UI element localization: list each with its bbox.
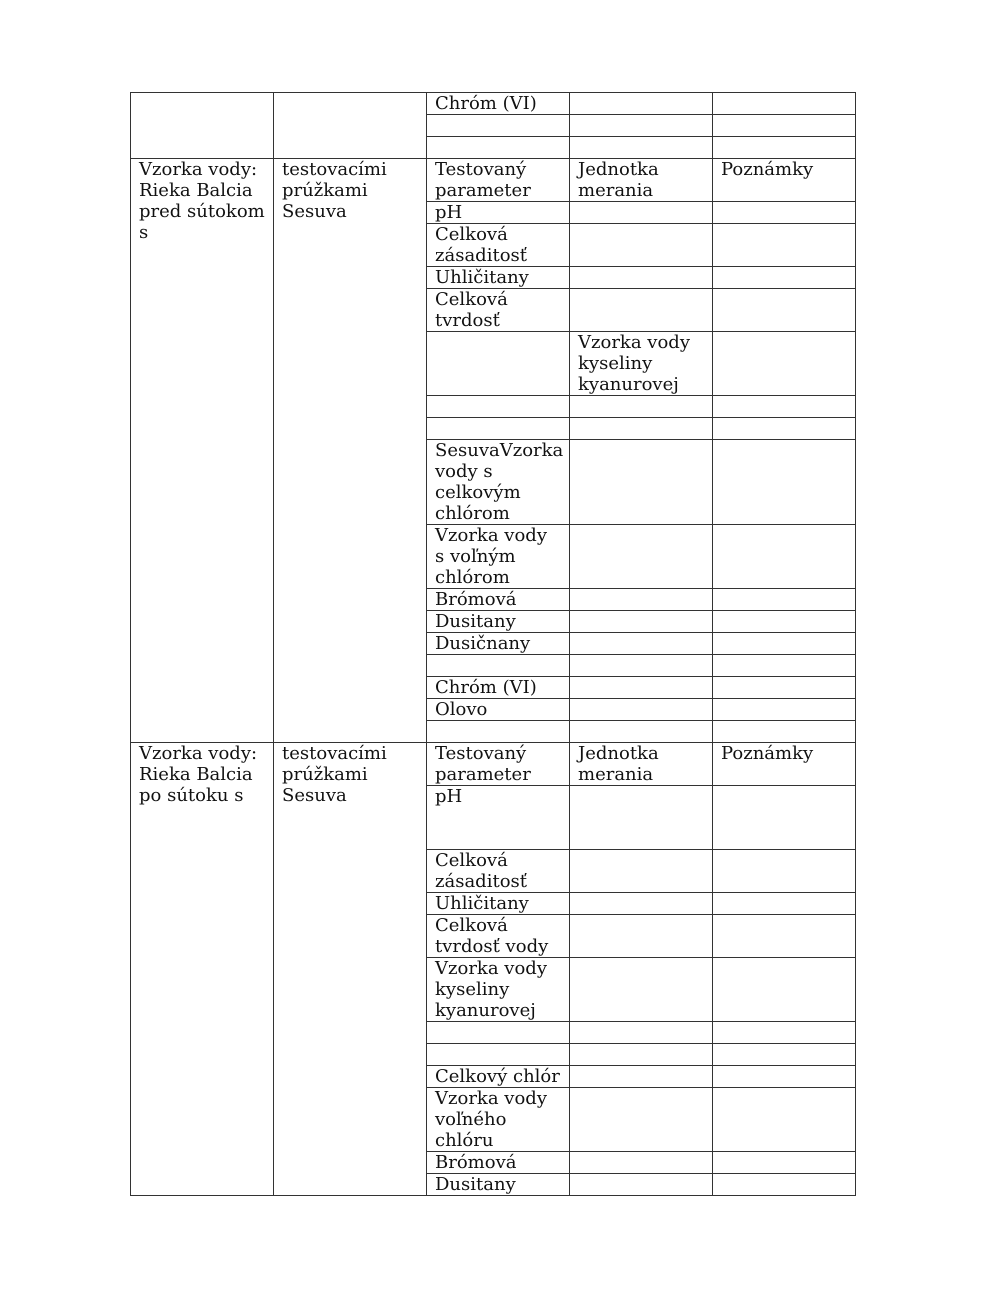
note-cell (713, 1022, 856, 1044)
param-cell (427, 1044, 570, 1066)
param-cell: Celková zásaditosť (427, 224, 570, 267)
note-cell (713, 440, 856, 525)
unit-cell (570, 1066, 713, 1088)
unit-cell: Vzorka vody kyseliny kyanurovej (570, 332, 713, 396)
unit-cell (570, 699, 713, 721)
note-cell (713, 289, 856, 332)
param-cell: pH (427, 786, 570, 850)
param-cell: Vzorka vody s voľným chlórom (427, 525, 570, 589)
unit-cell (570, 893, 713, 915)
note-cell (713, 721, 856, 743)
param-cell (427, 721, 570, 743)
note-cell (713, 224, 856, 267)
water-test-table (130, 92, 856, 1196)
param-cell: Dusitany (427, 1174, 570, 1196)
note-cell (713, 418, 856, 440)
note-cell (713, 1174, 856, 1196)
table-row (131, 159, 856, 202)
note-cell (713, 633, 856, 655)
note-cell (713, 589, 856, 611)
param-cell: Uhličitany (427, 893, 570, 915)
param-cell: Dusičnany (427, 633, 570, 655)
note-cell (713, 1152, 856, 1174)
param-cell (427, 1022, 570, 1044)
method-cell (274, 93, 427, 159)
param-cell (427, 137, 570, 159)
note-cell (713, 655, 856, 677)
note-cell (713, 137, 856, 159)
unit-cell (570, 267, 713, 289)
note-cell (713, 202, 856, 224)
param-cell (427, 332, 570, 396)
unit-cell (570, 396, 713, 418)
unit-cell (570, 1152, 713, 1174)
unit-cell (570, 611, 713, 633)
note-cell (713, 611, 856, 633)
param-cell: Chróm (VI) (427, 677, 570, 699)
note-header: Poznámky (713, 159, 856, 202)
unit-cell (570, 115, 713, 137)
param-cell: Vzorka vody kyseliny kyanurovej (427, 958, 570, 1022)
param-cell: Uhličitany (427, 267, 570, 289)
unit-cell (570, 1088, 713, 1152)
method-cell: testovacími prúžkami Sesuva (274, 743, 427, 1196)
unit-cell (570, 418, 713, 440)
sample-cell: Vzorka vody: Rieka Balcia pred sútokom s (131, 159, 274, 743)
table-row (131, 93, 856, 115)
unit-cell (570, 440, 713, 525)
unit-cell (570, 915, 713, 958)
param-cell: Celková zásaditosť (427, 850, 570, 893)
sample-cell: Vzorka vody: Rieka Balcia po sútoku s (131, 743, 274, 1196)
unit-cell (570, 202, 713, 224)
note-cell (713, 93, 856, 115)
unit-cell (570, 137, 713, 159)
note-cell (713, 786, 856, 850)
param-cell: SesuvaVzorka vody s celkovým chlórom (427, 440, 570, 525)
unit-cell (570, 589, 713, 611)
param-cell: Celková tvrdosť (427, 289, 570, 332)
param-cell: Dusitany (427, 611, 570, 633)
note-cell (713, 115, 856, 137)
param-cell: Brómová (427, 589, 570, 611)
param-cell (427, 115, 570, 137)
unit-cell (570, 289, 713, 332)
note-cell (713, 396, 856, 418)
method-cell: testovacími prúžkami Sesuva (274, 159, 427, 743)
param-cell (427, 396, 570, 418)
param-cell: pH (427, 202, 570, 224)
unit-cell (570, 1174, 713, 1196)
unit-cell (570, 1022, 713, 1044)
param-header: Testovaný parameter (427, 743, 570, 786)
note-cell (713, 677, 856, 699)
param-cell: Brómová (427, 1152, 570, 1174)
note-cell (713, 1088, 856, 1152)
unit-cell (570, 633, 713, 655)
note-cell (713, 699, 856, 721)
note-header: Poznámky (713, 743, 856, 786)
param-cell: Vzorka vody voľného chlóru (427, 1088, 570, 1152)
note-cell (713, 893, 856, 915)
unit-cell (570, 721, 713, 743)
sample-cell (131, 93, 274, 159)
note-cell (713, 850, 856, 893)
param-cell: Olovo (427, 699, 570, 721)
note-cell (713, 525, 856, 589)
param-cell (427, 418, 570, 440)
unit-cell (570, 850, 713, 893)
unit-cell (570, 677, 713, 699)
note-cell (713, 1044, 856, 1066)
param-header: Testovaný parameter (427, 159, 570, 202)
unit-cell (570, 786, 713, 850)
param-cell: Celkový chlór (427, 1066, 570, 1088)
unit-cell (570, 655, 713, 677)
unit-header: Jednotka merania (570, 743, 713, 786)
unit-cell (570, 1044, 713, 1066)
unit-header: Jednotka merania (570, 159, 713, 202)
unit-cell (570, 224, 713, 267)
unit-cell (570, 93, 713, 115)
param-cell (427, 655, 570, 677)
note-cell (713, 267, 856, 289)
note-cell (713, 1066, 856, 1088)
param-cell: Chróm (VI) (427, 93, 570, 115)
note-cell (713, 915, 856, 958)
note-cell (713, 332, 856, 396)
param-cell: Celková tvrdosť vody (427, 915, 570, 958)
unit-cell (570, 958, 713, 1022)
unit-cell (570, 525, 713, 589)
note-cell (713, 958, 856, 1022)
table-row (131, 743, 856, 786)
